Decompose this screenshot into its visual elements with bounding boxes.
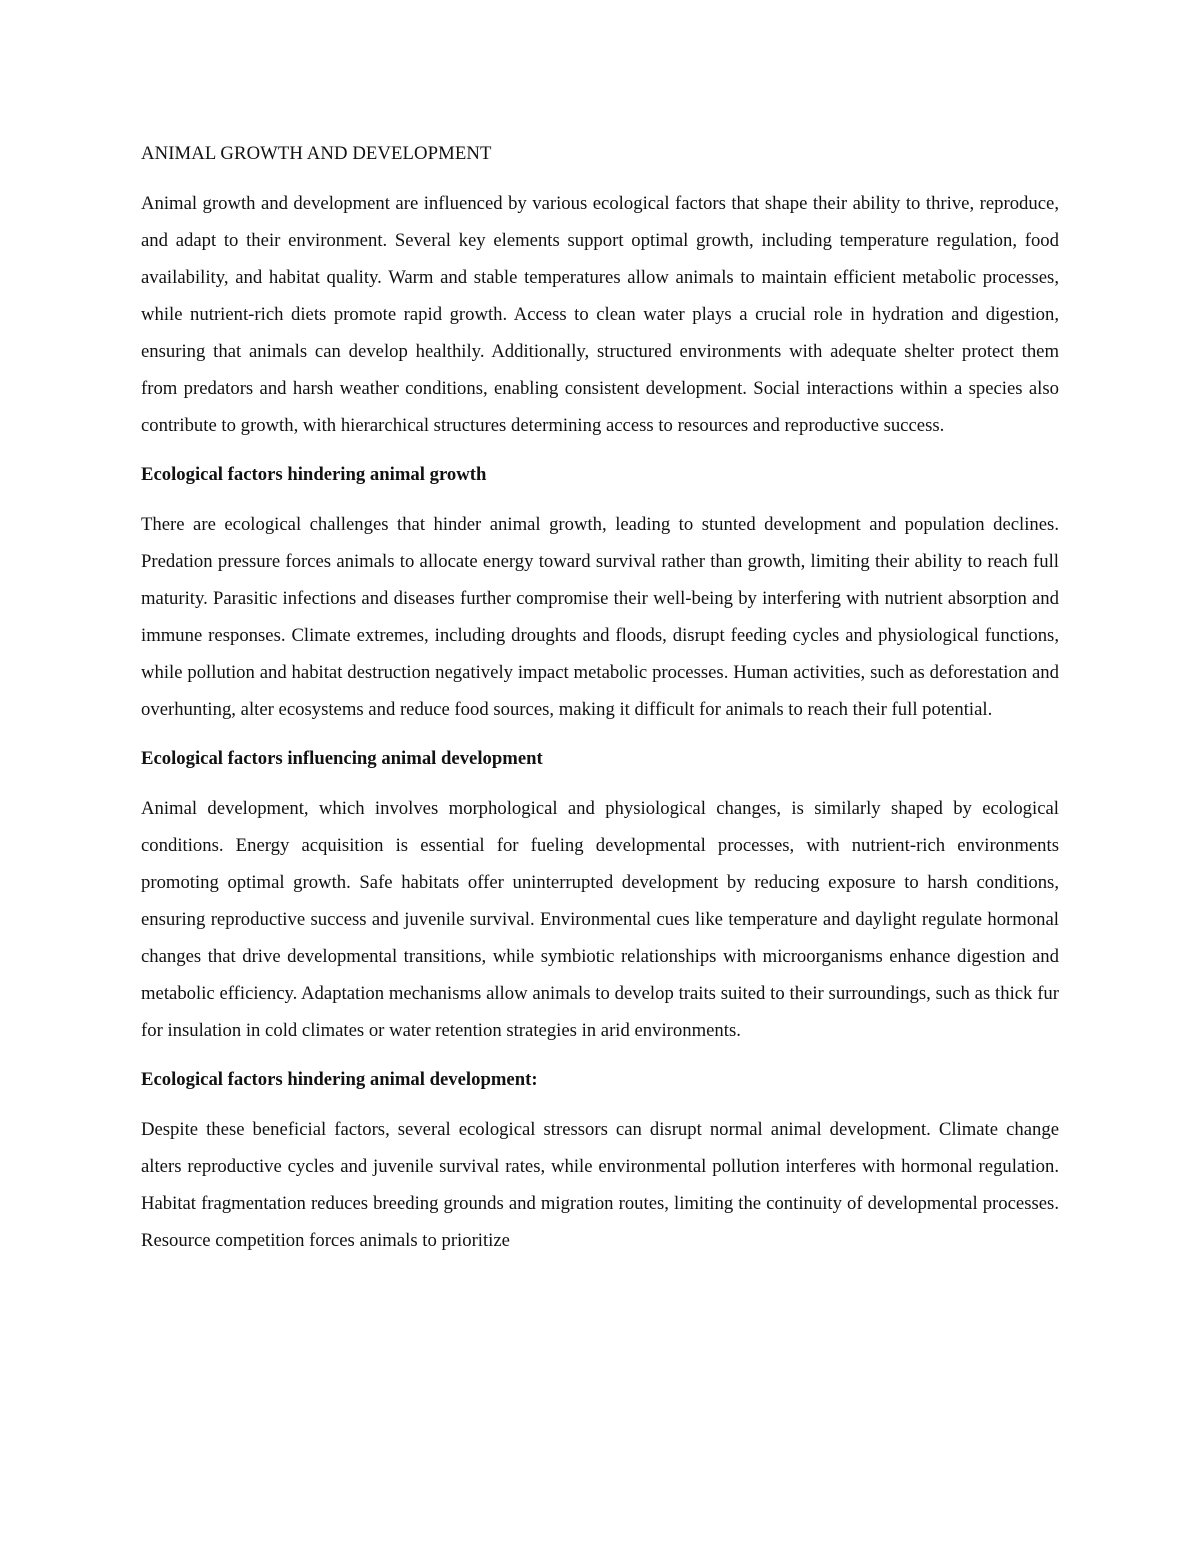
document-body: [141, 140, 1059, 1276]
intro-paragraph: Animal growth and development are influenced by various ecological factors that shape their ability to thrive, reproduce, and adapt to their environment. Several key elements support optimal growth, including temperature regulation, food availability, and habitat quality. Warm and stable temperatures allow animals to maintain efficient metabolic processes, while nutrient-rich diets promote rapid growth. Access to clean water plays a crucial role in hydration and digestion, ensuring that animals can develop healthily. Additionally, structured environments with adequate shelter protect them from predators and harsh weather conditions, enabling consistent development. Social interactions within a species also contribute to growth, with hierarchical structures determining access to resources and reproductive success.: [141, 193, 1059, 436]
section-heading-development-influencing: Ecological factors influencing animal development: [141, 748, 543, 769]
document-title: ANIMAL GROWTH AND DEVELOPMENT: [141, 143, 492, 164]
section-heading-development-hindering: Ecological factors hindering animal development:: [141, 1069, 538, 1090]
section-paragraph-development-influencing: Animal development, which involves morphological and physiological changes, is similarly shaped by ecological conditions. Energy acquisition is essential for fueling developmental processes, with nutrient-rich environments promoting optimal growth. Safe habitats offer uninterrupted development by reducing exposure to harsh conditions, ensuring reproductive success and juvenile survival. Environmental cues like temperature and daylight regulate hormonal changes that drive developmental transitions, while symbiotic relationships with microorganisms enhance digestion and metabolic efficiency. Adaptation mechanisms allow animals to develop traits suited to their surroundings, such as thick fur for insulation in cold climates or water retention strategies in arid environments.: [141, 798, 1059, 1041]
section-paragraph-development-hindering: Despite these beneficial factors, several ecological stressors can disrupt normal animal development. Climate change alters reproductive cycles and juvenile survival rates, while environmental pollution interferes with hormonal regulation. Habitat fragmentation reduces breeding grounds and migration routes, limiting the continuity of developmental processes. Resource competition forces animals to prioritize: [141, 1119, 1059, 1251]
section-heading-growth-hindering: Ecological factors hindering animal growth: [141, 464, 487, 485]
section-paragraph-growth-hindering: There are ecological challenges that hinder animal growth, leading to stunted development and population declines. Predation pressure forces animals to allocate energy toward survival rather than growth, limiting their ability to reach full maturity. Parasitic infections and diseases further compromise their well-being by interfering with nutrient absorption and immune responses. Climate extremes, including droughts and floods, disrupt feeding cycles and physiological functions, while pollution and habitat destruction negatively impact metabolic processes. Human activities, such as deforestation and overhunting, alter ecosystems and reduce food sources, making it difficult for animals to reach their full potential.: [141, 514, 1059, 720]
